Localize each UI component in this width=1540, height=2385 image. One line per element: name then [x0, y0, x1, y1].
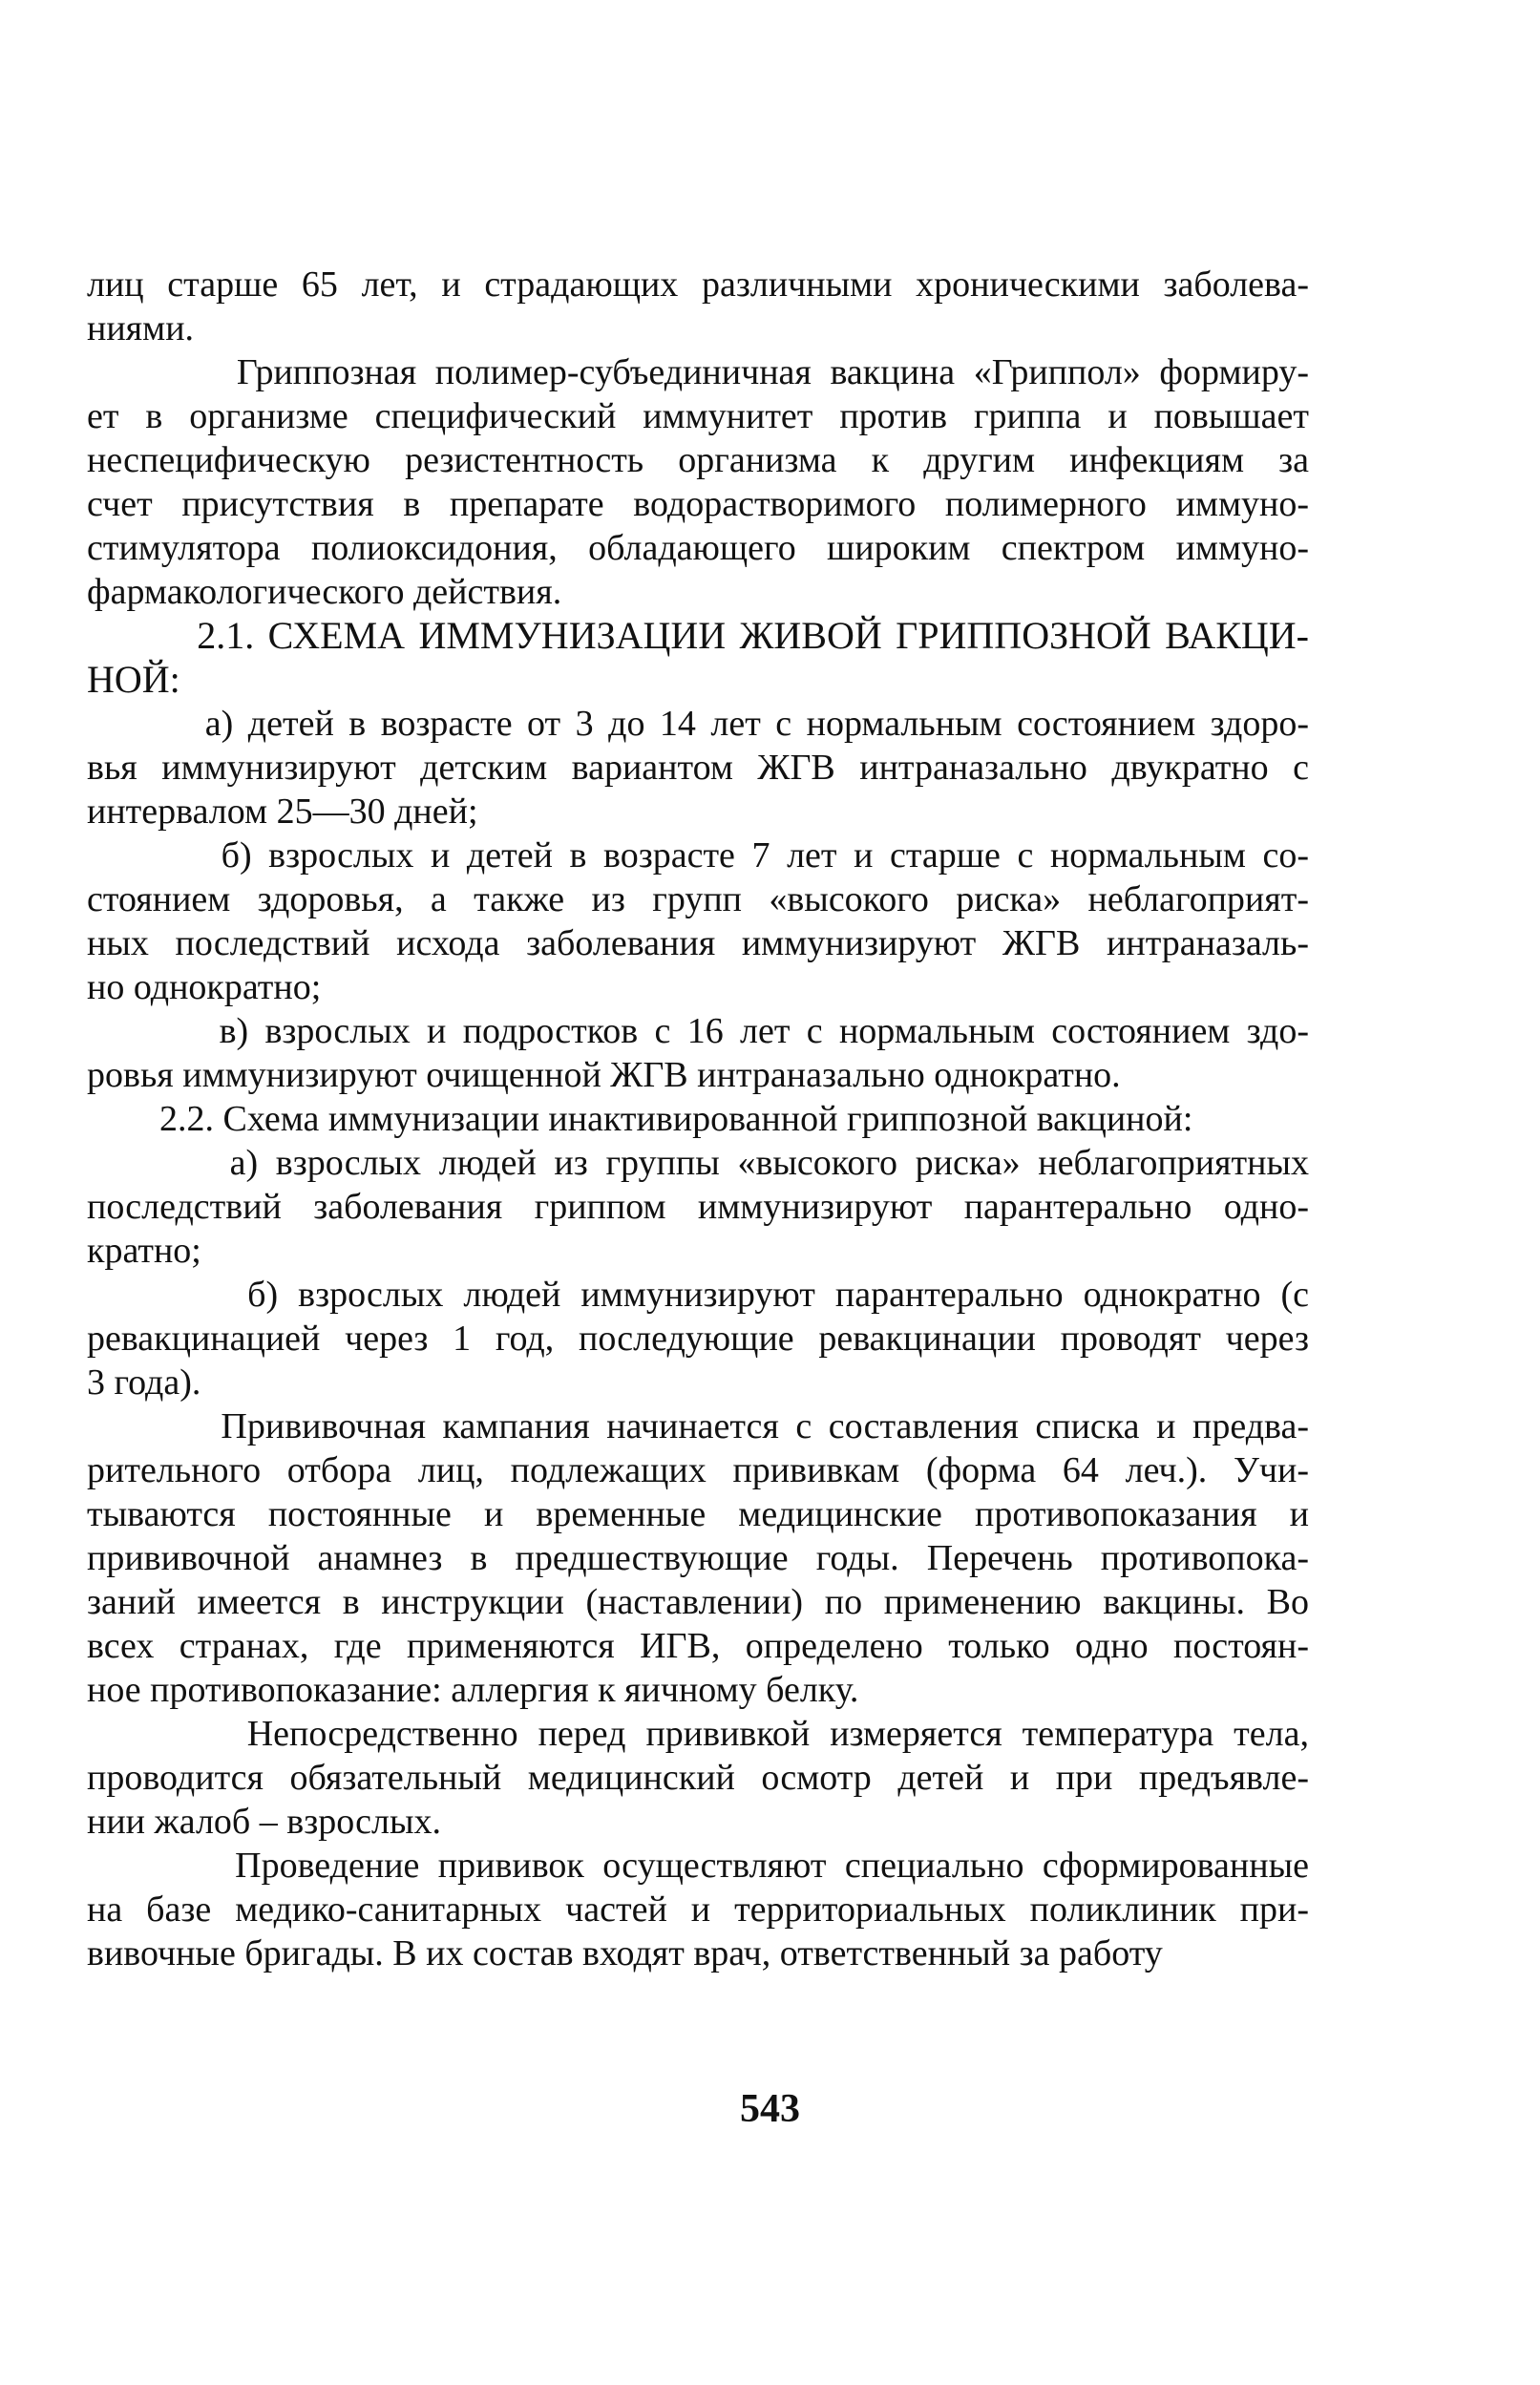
paragraph: [87, 263, 1309, 350]
section-heading: [87, 614, 1309, 702]
paragraph: [87, 1844, 1309, 1975]
text-line: рительного отбора лиц, подлежащих прививкам (форма 64 леч.). Учи-: [87, 1450, 1309, 1490]
text-line: ровья иммунизируют очищенной ЖГВ интраназально однократно.: [87, 1055, 1121, 1095]
text-line: неспецифическую резистентность организма к другим инфекциям за: [87, 440, 1309, 480]
text-line: стимулятора полиоксидония, обладающего широким спектром иммуно-: [87, 528, 1309, 568]
text-line: ревакцинацией через 1 год, последующие ревакцинации проводят через: [87, 1319, 1309, 1359]
paragraph: [87, 834, 1309, 1009]
text-line: вья иммунизируют детским вариантом ЖГВ интраназально двукратно с: [87, 748, 1309, 788]
page-number: 543: [740, 2087, 800, 2131]
text-line: вивочные бригады. В их состав входят врач, ответственный за работу: [87, 1933, 1163, 1973]
text-line: ниями.: [87, 308, 195, 348]
paragraph: [87, 350, 1309, 614]
text-line: интервалом 25—30 дней;: [87, 791, 478, 832]
text-line: нии жалоб – взрослых.: [87, 1802, 442, 1842]
text-line: прививочной анамнез в предшествующие годы. Перечень противопока-: [87, 1538, 1309, 1578]
paragraph: [87, 1009, 1309, 1097]
text-line: лиц старше 65 лет, и страдающих различными хроническими заболева-: [87, 264, 1309, 305]
text-line: проводится обязательный медицинский осмотр детей и при предъявле-: [87, 1758, 1309, 1798]
paragraph: [87, 1273, 1309, 1404]
page-body: [87, 263, 1309, 1975]
text-line: в) взрослых и подростков с 16 лет с нормальным состоянием здо-: [87, 1011, 1309, 1051]
text-line: фармакологического действия.: [87, 572, 562, 612]
text-line: б) взрослых и детей в возрасте 7 лет и старше с нормальным со-: [87, 835, 1309, 876]
paragraph: [87, 1141, 1309, 1273]
text-line: 2.2. Схема иммунизации инактивированной гриппозной вакциной:: [87, 1099, 1193, 1139]
paragraph: [87, 702, 1309, 834]
text-line: 3 года).: [87, 1362, 201, 1403]
text-block: [87, 263, 1309, 1975]
text-line: ет в организме специфический иммунитет против гриппа и повышает: [87, 396, 1309, 436]
text-line: счет присутствия в препарате водорастворимого полимерного иммуно-: [87, 484, 1309, 524]
paragraph: [87, 1712, 1309, 1844]
text-line: а) детей в возрасте от 3 до 14 лет с нормальным состоянием здоро-: [87, 704, 1309, 744]
paragraph: [87, 1404, 1309, 1712]
text-line: ных последствий исхода заболевания иммунизируют ЖГВ интраназаль-: [87, 923, 1309, 963]
text-line: всех странах, где применяются ИГВ, определено только одно постоян-: [87, 1626, 1309, 1666]
text-line: 2.1. СХЕМА ИММУНИЗАЦИИ ЖИВОЙ ГРИППОЗНОЙ ВАКЦИ-: [87, 614, 1309, 657]
text-line: на базе медико-санитарных частей и территориальных поликлиник при-: [87, 1889, 1309, 1930]
text-line: Гриппозная полимер-субъединичная вакцина «Гриппол» формиру-: [87, 352, 1309, 392]
text-line: тываются постоянные и временные медицинские противопоказания и: [87, 1494, 1309, 1534]
text-line: НОЙ:: [87, 658, 180, 701]
text-line: кратно;: [87, 1231, 201, 1271]
text-line: Проведение прививок осуществляют специально сформированные: [87, 1846, 1309, 1886]
text-line: ное противопоказание: аллергия к яичному белку.: [87, 1670, 859, 1710]
text-line: но однократно;: [87, 967, 322, 1007]
text-line: а) взрослых людей из группы «высокого риска» неблагоприятных: [87, 1143, 1309, 1183]
text-line: последствий заболевания гриппом иммунизируют парантерально одно-: [87, 1187, 1309, 1227]
text-line: Непосредственно перед прививкой измеряется температура тела,: [87, 1714, 1309, 1754]
section-heading: [87, 1097, 1309, 1141]
text-line: стоянием здоровья, а также из групп «высокого риска» неблагоприят-: [87, 879, 1309, 919]
text-line: Прививочная кампания начинается с составления списка и предва-: [87, 1406, 1309, 1446]
text-line: заний имеется в инструкции (наставлении) по применению вакцины. Во: [87, 1582, 1309, 1622]
text-line: б) взрослых людей иммунизируют парантерально однократно (с: [87, 1275, 1309, 1315]
